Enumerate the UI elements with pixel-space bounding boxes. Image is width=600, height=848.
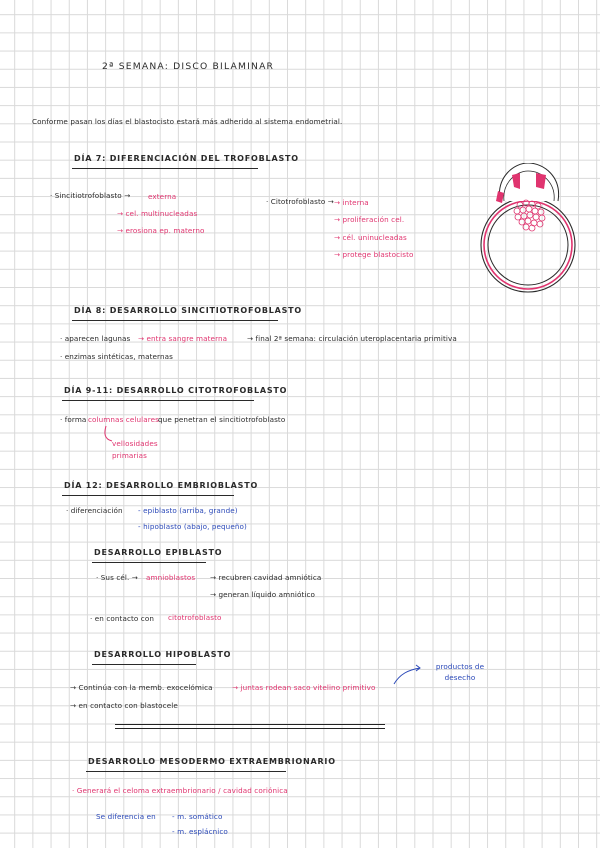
dia911-line1-c: que penetran el sincitiotrofoblasto [158, 415, 286, 424]
epiblasto-line1-a: · Sus cél. → [96, 573, 138, 582]
cito-item-1: → interna [334, 198, 369, 207]
dia911-line1-a: · forma [60, 415, 87, 424]
divider-line-1 [115, 724, 385, 725]
dia12-diff-label: · diferenciación [66, 506, 123, 515]
mesodermo-line3: - m. esplácnico [172, 827, 228, 836]
blastocyst-diagram-icon [476, 163, 584, 311]
dia12-epiblasto: - epiblasto (arriba, grande) [138, 506, 238, 515]
heading-epiblasto: DESARROLLO EPIBLASTO [94, 548, 223, 557]
dia911-line2: vellosidades primarias [112, 439, 158, 460]
bracket-arrow-icon [102, 425, 114, 447]
heading-dia-12: DÍA 12: DESARROLLO EMBRIOBLASTO [64, 481, 259, 490]
heading-dia-8-underline [72, 320, 278, 321]
cito-label: · Citotrofoblasto → [266, 197, 334, 206]
hipoblasto-line1-a: → Continúa con la memb. exocelómica [70, 683, 213, 692]
epiblasto-line3-b: citotrofoblasto [168, 613, 222, 622]
sincitio-label: · Sincitiotrofoblasto → [50, 191, 131, 200]
heading-dia-9-11-underline [62, 400, 254, 401]
heading-mesodermo: DESARROLLO MESODERMO EXTRAEMBRIONARIO [88, 757, 336, 766]
intro-text: Conforme pasan los días el blastocisto estará más adherido al sistema endometrial. [32, 117, 343, 126]
note-arrow-icon [392, 664, 422, 686]
epiblasto-line3-a: · en contacto con [90, 614, 155, 623]
mesodermo-line2-b: - m. somático [172, 812, 223, 821]
mesodermo-line2-a: Se diferencia en [96, 812, 156, 821]
divider-line-2 [115, 728, 385, 729]
cito-item-4: → protege blastocisto [334, 250, 414, 259]
cito-item-3: → cél. uninucleadas [334, 233, 407, 242]
heading-dia-12-underline [62, 495, 234, 496]
hipoblasto-line1-b: → juntas rodean saco vitelino primitivo [232, 683, 376, 692]
mesodermo-line1: · Generará el celoma extraembrionario / cavidad coriónica [72, 786, 288, 795]
heading-hipoblasto: DESARROLLO HIPOBLASTO [94, 650, 232, 659]
hipoblasto-note: productos de desecho [435, 662, 485, 682]
dia8-line2: · enzimas sintéticas, maternas [60, 352, 173, 361]
heading-dia-9-11: DÍA 9-11: DESARROLLO CITOTROFOBLASTO [64, 386, 288, 395]
dia8-line1-c: → final 2ª semana: circulación uteroplacentaria primitiva [247, 334, 457, 343]
heading-mesodermo-underline [86, 771, 286, 772]
dia8-line1-a: · aparecen lagunas [60, 334, 131, 343]
dia8-line1-b: → entra sangre materna [138, 334, 228, 343]
epiblasto-line1-c: → recubren cavidad amniótica [210, 573, 322, 582]
page-title: 2ª SEMANA: DISCO BILAMINAR [102, 61, 275, 72]
heading-dia-7: DÍA 7: DIFERENCIACIÓN DEL TROFOBLASTO [74, 154, 299, 163]
heading-epiblasto-underline [92, 562, 206, 563]
dia12-hipoblasto: - hipoblasto (abajo, pequeño) [138, 522, 247, 531]
heading-dia-8: DÍA 8: DESARROLLO SINCITIOTROFOBLASTO [74, 306, 303, 315]
epiblasto-line1-b: amnioblastos [146, 573, 196, 582]
hipoblasto-line2: → en contacto con blastocele [70, 701, 178, 710]
sincitio-item-2: → cel. multinucleadas [117, 209, 198, 218]
sincitio-item-1: externa [148, 192, 177, 201]
heading-hipoblasto-underline [92, 664, 196, 665]
heading-dia-7-underline [72, 168, 258, 169]
dia911-line1-b: columnas celulares [88, 415, 159, 424]
epiblasto-line2: → generan líquido amniótico [210, 590, 316, 599]
cito-item-2: → proliferación cel. [334, 215, 405, 224]
sincitio-item-3: → erosiona ep. materno [117, 226, 205, 235]
